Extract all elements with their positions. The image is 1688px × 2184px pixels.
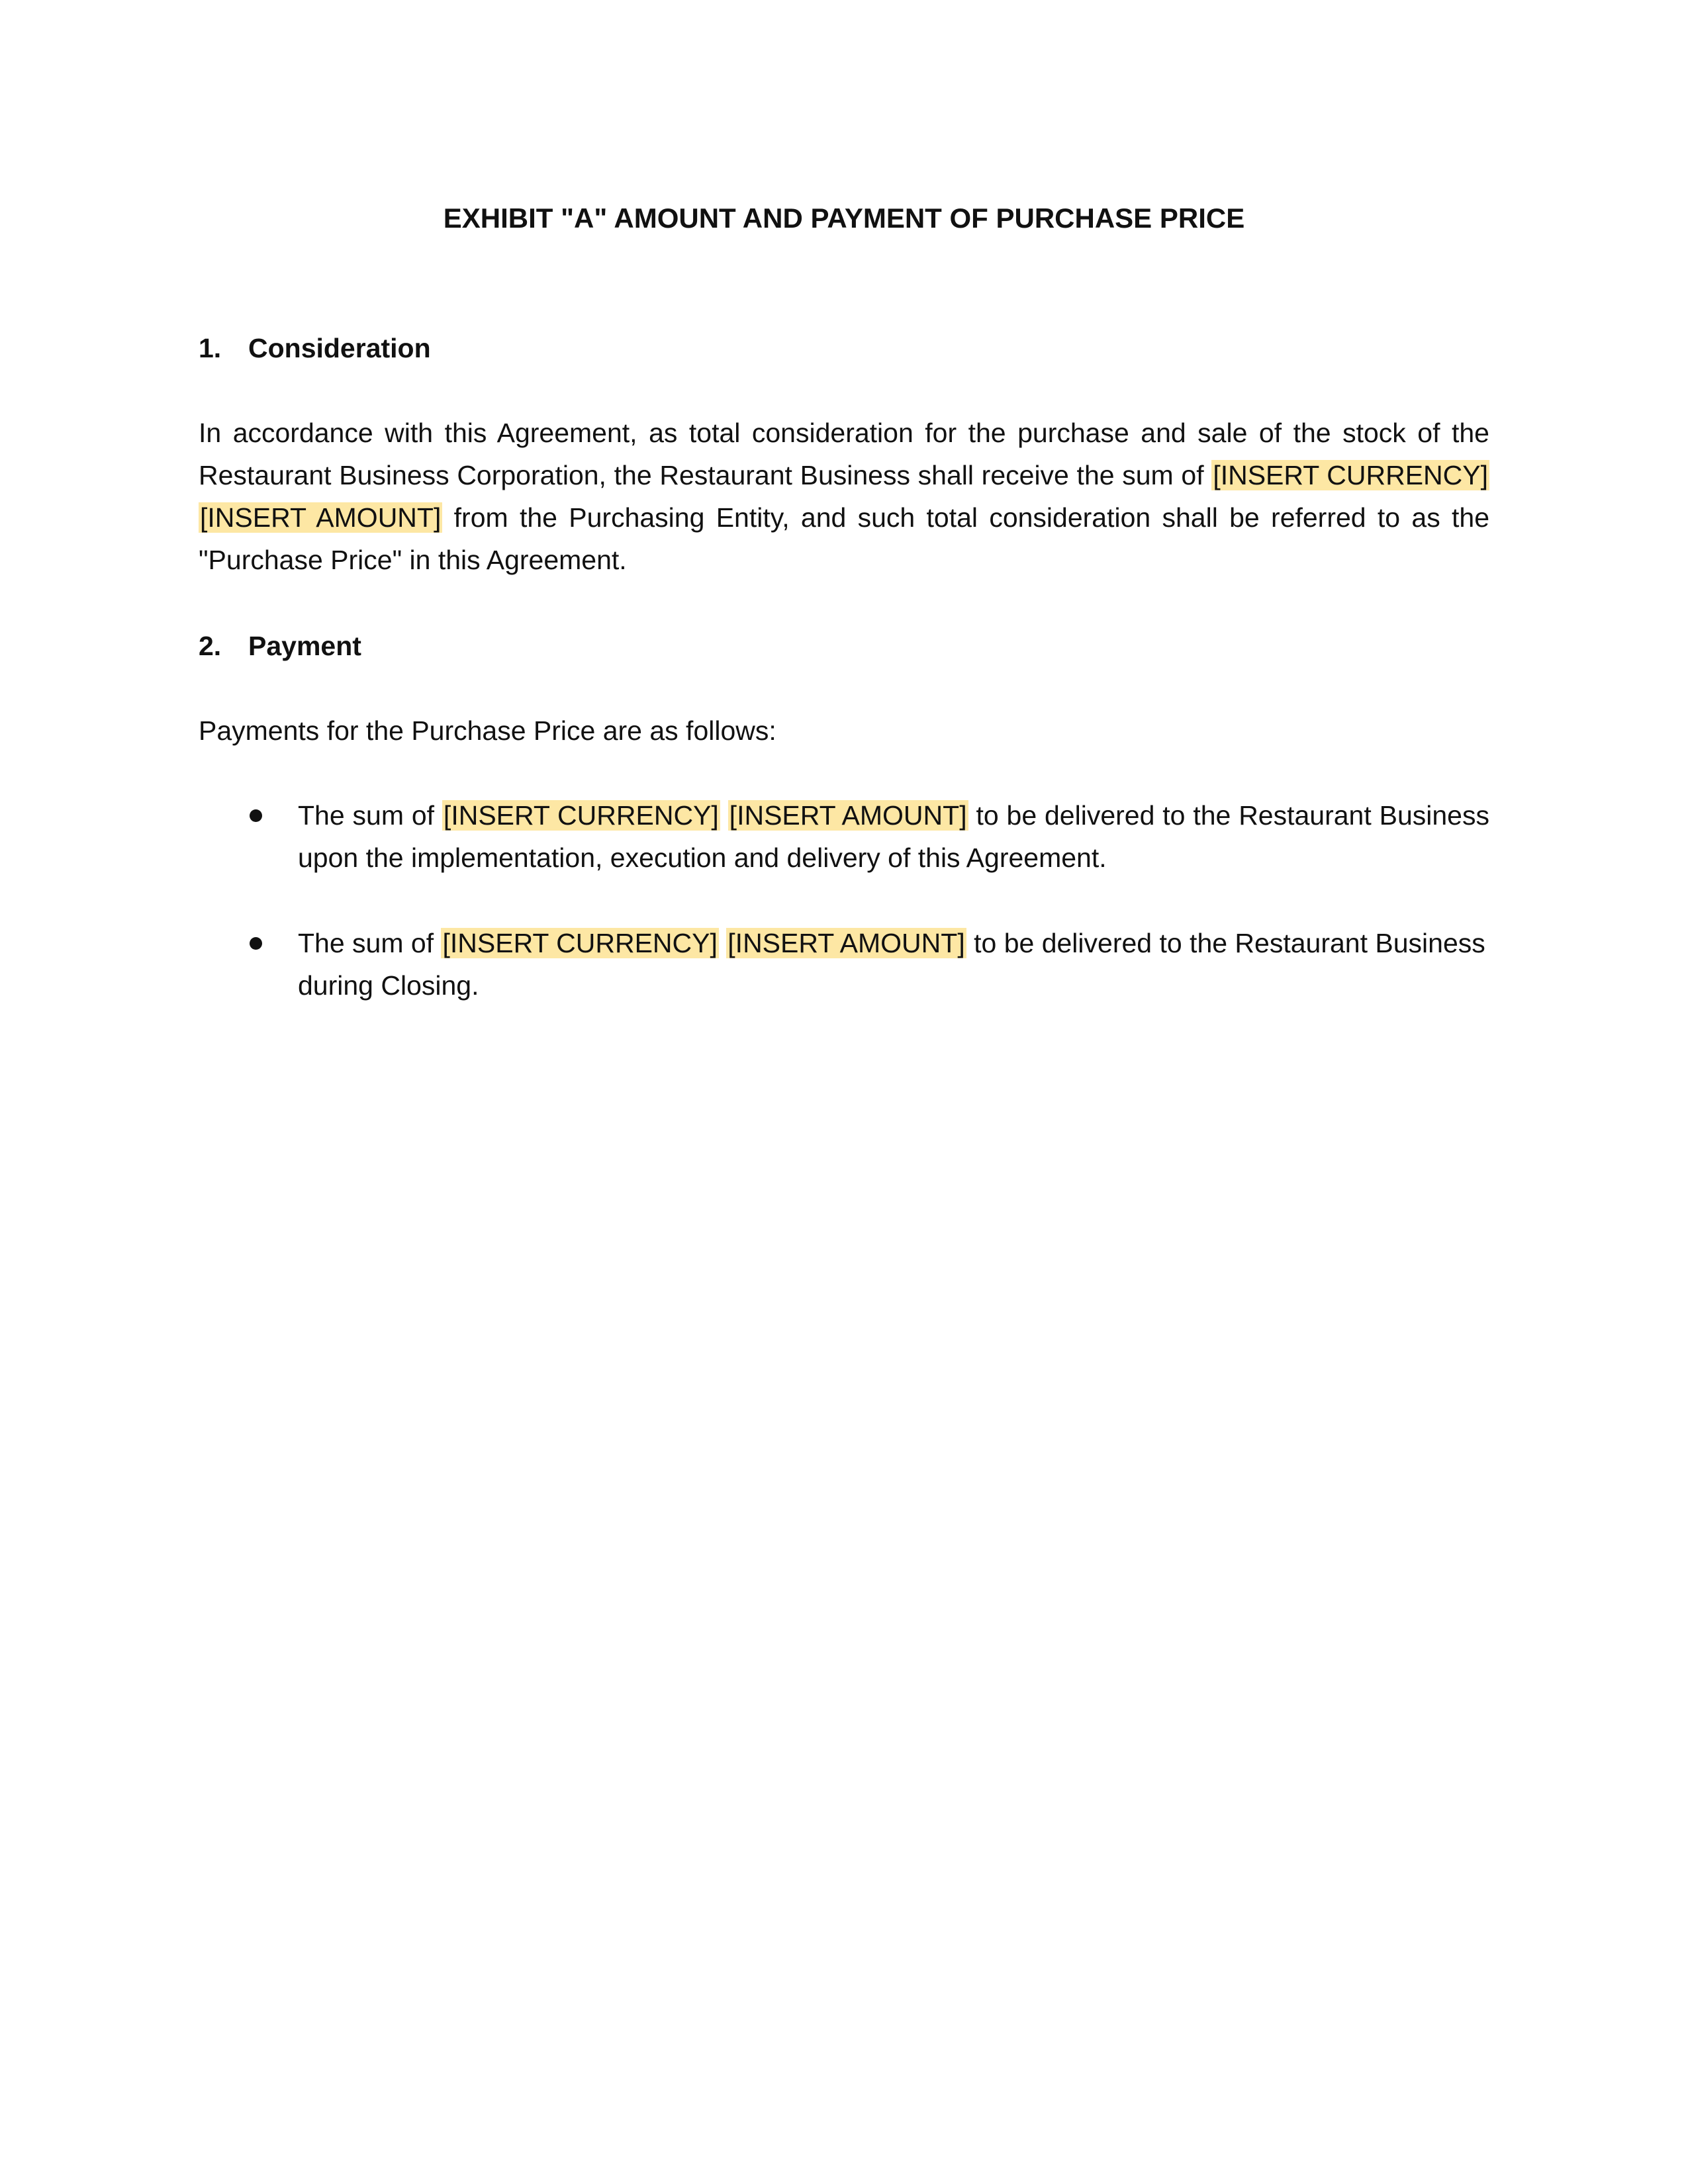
paragraph-text: In accordance with this Agreement, as total consideration for the purchase and sale of the stock of the Restaurant Business Corporation, the Restaurant Business shall receive the sum of bbox=[199, 418, 1489, 490]
bullet-icon bbox=[250, 809, 262, 822]
currency-placeholder: [INSERT CURRENCY] bbox=[442, 928, 718, 958]
document-title: EXHIBIT "A" AMOUNT AND PAYMENT OF PURCHASE PRICE bbox=[443, 203, 1245, 234]
currency-placeholder: [INSERT CURRENCY] bbox=[443, 800, 719, 831]
currency-placeholder: [INSERT CURRENCY] bbox=[1213, 460, 1489, 490]
amount-placeholder: [INSERT AMOUNT] bbox=[200, 502, 442, 533]
paragraph-text: from the Purchasing Entity, and such total consideration shall be referred to as the "Purchase Price" in this Agreement. bbox=[199, 502, 1490, 575]
amount-placeholder: [INSERT AMOUNT] bbox=[729, 800, 967, 831]
section-number: 2. bbox=[199, 631, 222, 661]
bullet-icon bbox=[250, 937, 262, 950]
amount-placeholder: [INSERT AMOUNT] bbox=[727, 928, 965, 958]
section-heading-consideration bbox=[199, 330, 431, 367]
bullet-text bbox=[298, 922, 1489, 1007]
consideration-paragraph bbox=[199, 412, 1489, 581]
payment-intro: Payments for the Purchase Price are as follows: bbox=[199, 715, 776, 746]
bullet-text bbox=[298, 794, 1489, 879]
section-number: 1. bbox=[199, 333, 222, 363]
bullet-prefix: The sum of bbox=[298, 800, 442, 831]
section-title: Consideration bbox=[248, 333, 431, 363]
bullet-suffix: to be delivered to the Restaurant Business during Closing. bbox=[298, 928, 1485, 1001]
section-heading-payment bbox=[199, 627, 361, 664]
bullet-prefix: The sum of bbox=[298, 928, 442, 958]
section-title: Payment bbox=[248, 631, 361, 661]
bullet-suffix: to be delivered to the Restaurant Business upon the implementation, execution and delivery of this Agreement. bbox=[298, 800, 1489, 873]
